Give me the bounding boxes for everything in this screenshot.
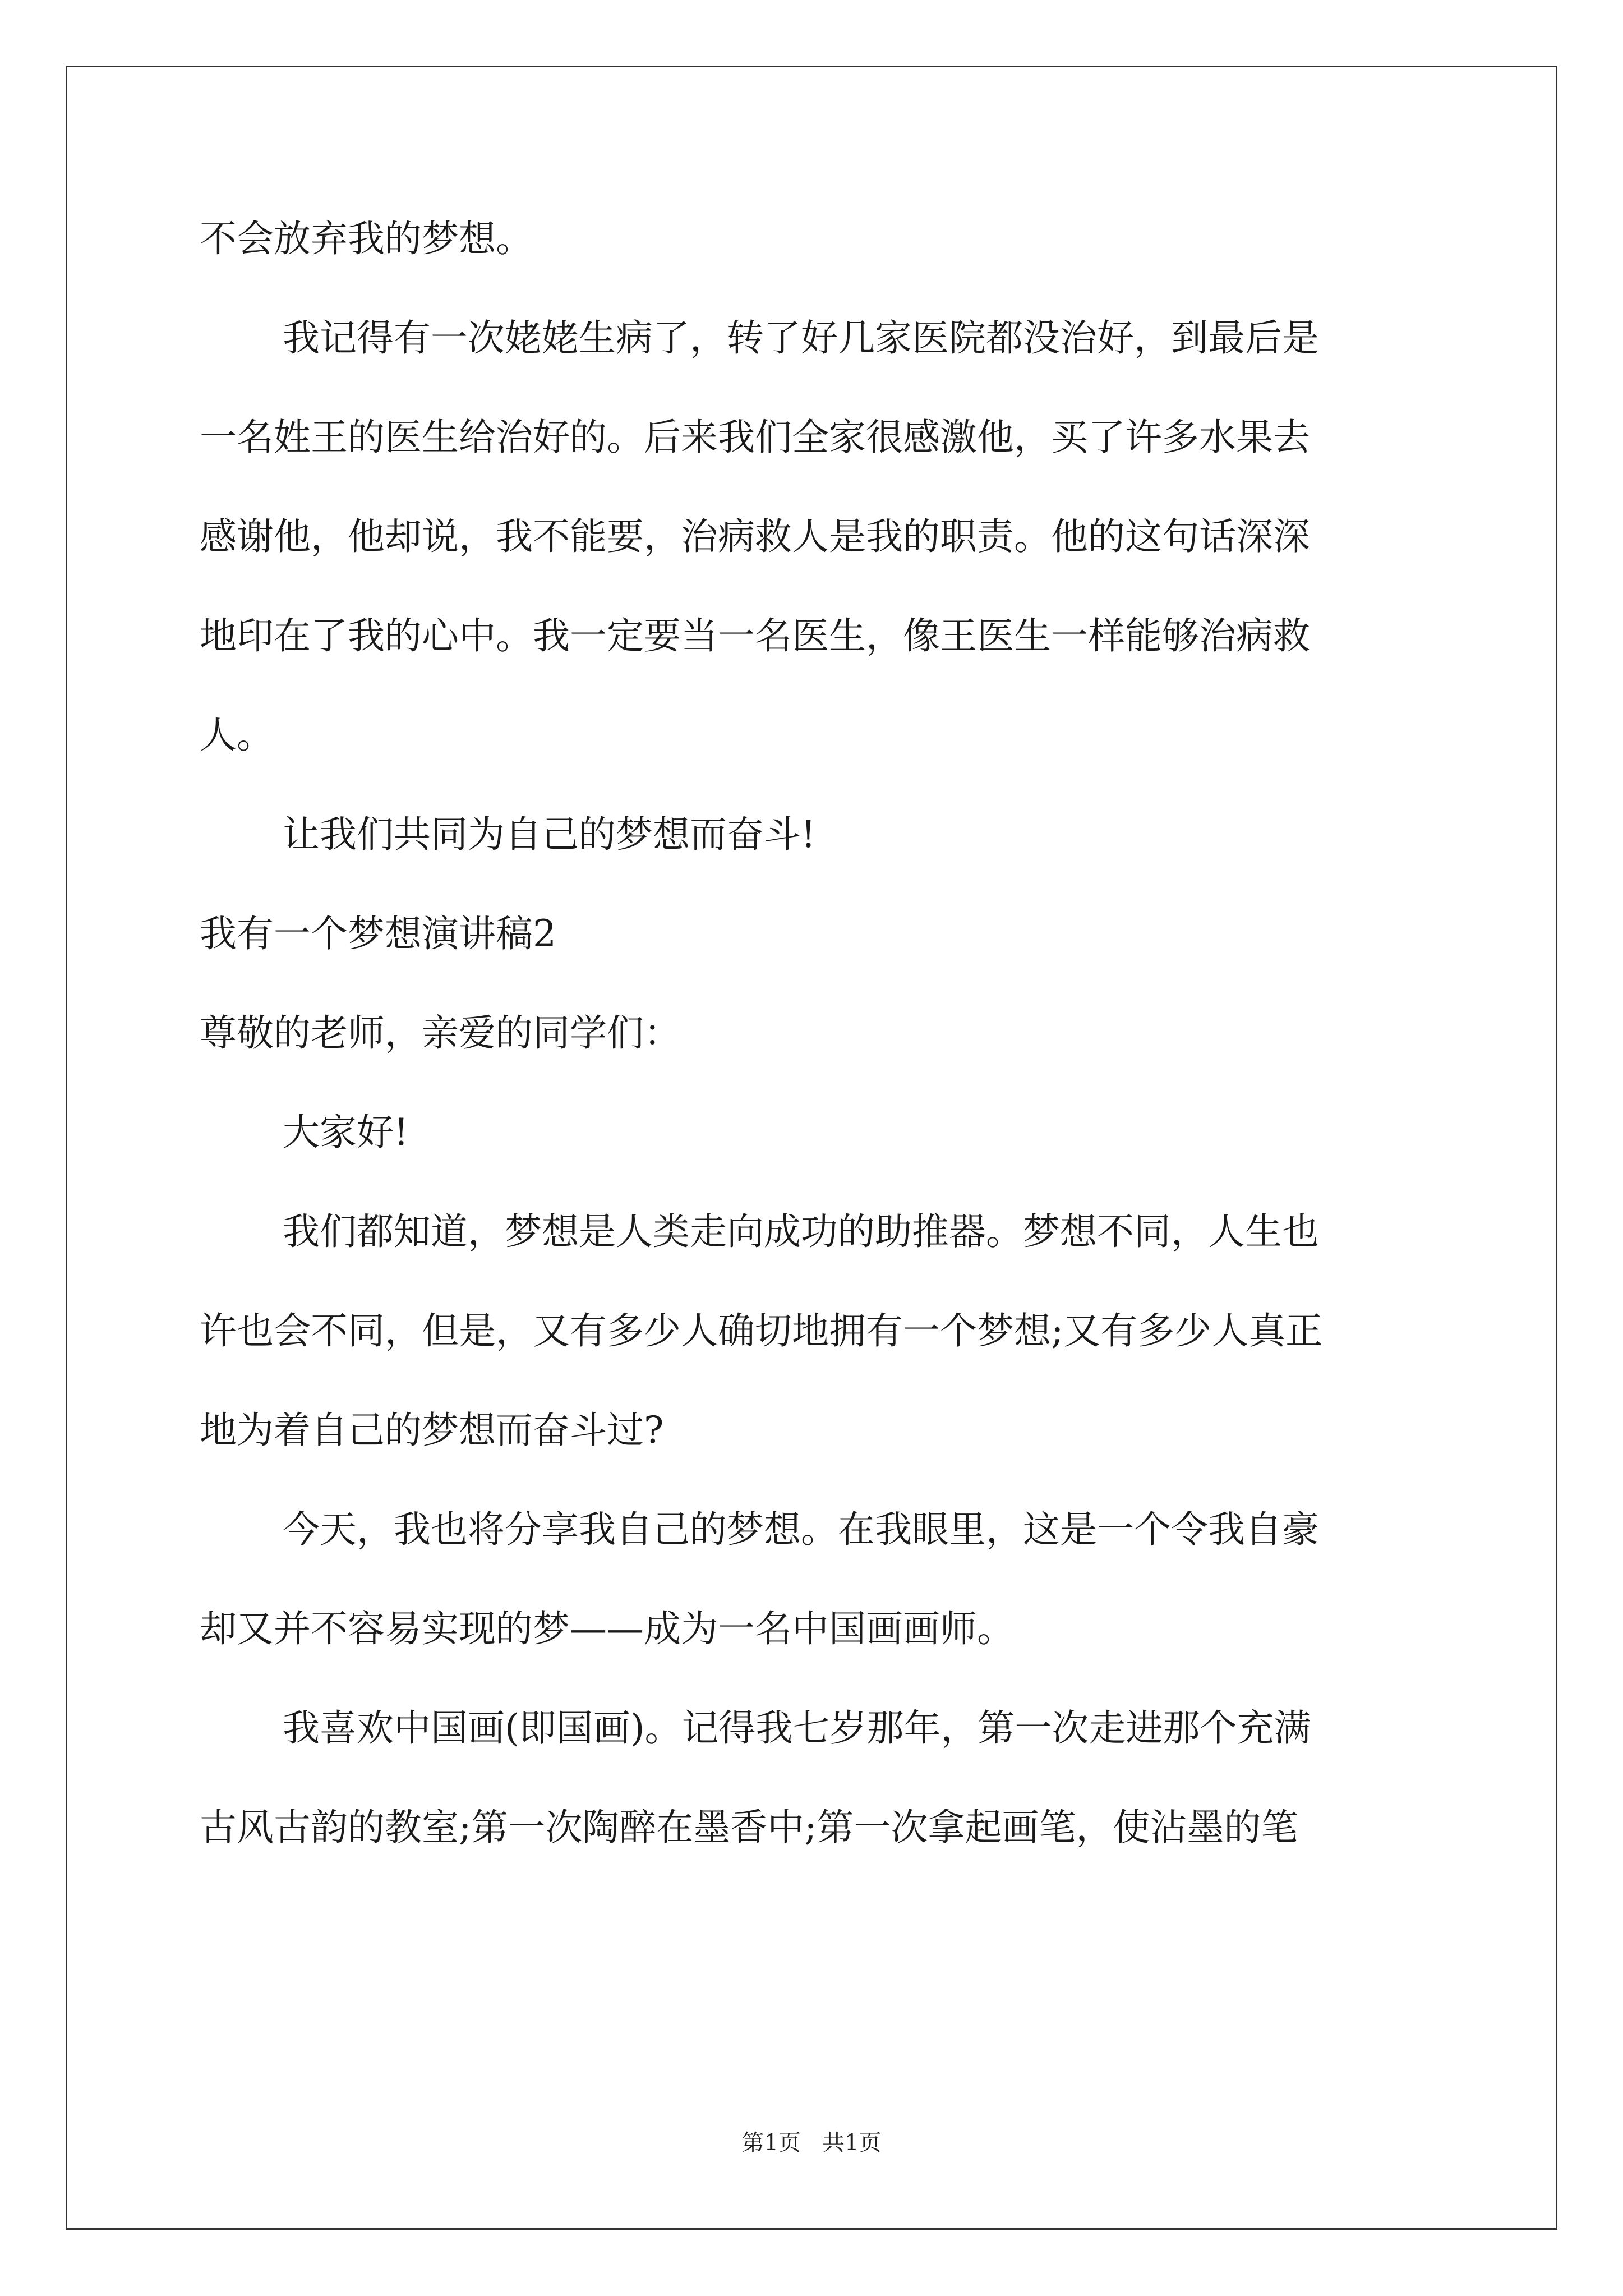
text-line: 一名姓王的医生给治好的。后来我们全家很感激他，买了许多水果去 [200, 416, 1310, 459]
text-line: 地印在了我的心中。我一定要当一名医生，像王医生一样能够治病救 [200, 614, 1310, 657]
text-line: 今天，我也将分享我自己的梦想。在我眼里，这是一个令我自豪 [283, 1508, 1319, 1551]
section-title: 我有一个梦想演讲稿2 [200, 912, 556, 955]
text-line: 让我们共同为自己的梦想而奋斗! [283, 813, 816, 856]
text-line: 地为着自己的梦想而奋斗过? [200, 1409, 664, 1452]
text-line: 不会放弃我的梦想。 [200, 217, 533, 260]
text-line: 人。 [200, 714, 274, 757]
page-footer: 第1页 共1页 [741, 2130, 882, 2156]
text-line: 却又并不容易实现的梦——成为一名中国画画师。 [200, 1607, 1014, 1650]
text-line: 感谢他，他却说，我不能要，治病救人是我的职责。他的这句话深深 [200, 515, 1310, 558]
text-line: 尊敬的老师，亲爱的同学们： [200, 1011, 681, 1055]
text-line: 许也会不同，但是，又有多少人确切地拥有一个梦想;又有多少人真正 [200, 1309, 1323, 1352]
text-line: 我记得有一次姥姥生病了，转了好几家医院都没治好，到最后是 [283, 316, 1319, 360]
text-line: 我们都知道，梦想是人类走向成功的助推器。梦想不同，人生也 [283, 1210, 1319, 1253]
text-line: 我喜欢中国画(即国画)。记得我七岁那年，第一次走进那个充满 [283, 1706, 1311, 1750]
text-line: 古风古韵的教室;第一次陶醉在墨香中;第一次拿起画笔，使沾墨的笔 [200, 1806, 1298, 1849]
text-line: 大家好! [283, 1111, 409, 1154]
